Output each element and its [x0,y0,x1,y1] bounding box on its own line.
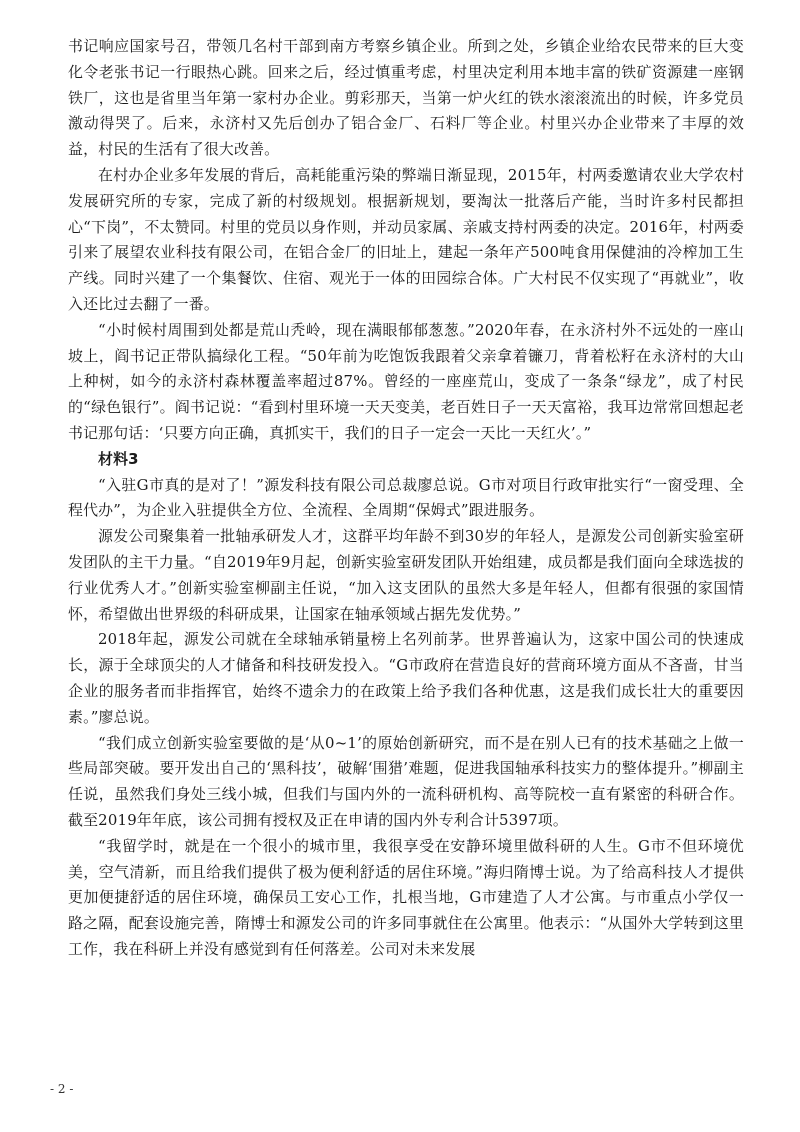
paragraph: “我留学时，就是在一个很小的城市里，我很享受在安静环境里做科研的人生。G市不但环境优美，空气清新，而且给我们提供了极为便利舒适的居住环境。”海归隋博士说。为了给高科技人才提供更加便捷舒适的居住环境，确保员工安心工作，扎根当地，G市建造了人才公寓。与市重点小学仅一路之隔，配套设施完善，隋博士和源发公司的许多同事就住在公寓里。他表示：“从国外大学转到这里工作，我在科研上并没有感觉到有任何落差。公司对未来发展 [68,836,744,958]
paragraph-continued: 书记响应国家号召，带领几名村干部到南方考察乡镇企业。所到之处，乡镇企业给农民带来的巨大变化令老张书记一行眼热心跳。回来之后，经过慎重考虑，村里决定利用本地丰富的铁矿资源建一座钢铁厂，这也是省里当年第一家村办企业。剪彩那天，当第一炉火红的铁水滚滚流出的时候，许多党员激动得哭了。后来，永济村又先后创办了铝合金厂、石料厂等企业。村里兴办企业带来了丰厚的效益，村民的生活有了很大改善。 [68,37,744,159]
paragraph: 源发公司聚集着一批轴承研发人才，这群平均年龄不到30岁的年轻人，是源发公司创新实验室研发团队的主干力量。“自2019年9月起，创新实验室研发团队开始组建，成员都是我们面向全球选拔的行业优秀人才。”创新实验室柳副主任说，“加入这支团队的虽然大多是年轻人，但都有很强的家国情怀，希望做出世界级的科研成果，让国家在轴承领域占据先发优势。” [68,527,744,623]
paragraph: “入驻G市真的是对了！”源发科技有限公司总裁廖总说。G市对项目行政审批实行“一窗受理、全程代办”，为企业入驻提供全方位、全流程、全周期“保姆式”跟进服务。 [68,475,744,520]
paragraph: “我们成立创新实验室要做的是‘从0~1’的原始创新研究，而不是在别人已有的技术基础之上做一些局部突破。要开发出自己的‘黑科技’，破解‘围猎’难题，促进我国轴承科技实力的整体提升。”柳副主任说，虽然我们身处三线小城，但我们与国内外的一流科研机构、高等院校一直有紧密的科研合作。截至2019年年底，该公司拥有授权及正在申请的国内外专利合计5397项。 [68,733,744,829]
page-number: - 2 - [50,1082,74,1096]
section-heading: 材料3 [98,449,139,468]
paragraph: “小时候村周围到处都是荒山秃岭，现在满眼郁郁葱葱。”2020年春，在永济村外不远处的一座山坡上，阎书记正带队搞绿化工程。“50年前为吃饱饭我跟着父亲拿着镰刀，背着松籽在永济村的大山上种树，如今的永济村森林覆盖率超过87%。曾经的一座座荒山，变成了一条条“绿龙”，成了村民的“绿色银行”。阎书记说：“看到村里环境一天天变美，老百姓日子一天天富裕，我耳边常常回想起老书记那句话：‘只要方向正确，真抓实干，我们的日子一定会一天比一天红火’。” [68,320,744,442]
document-page [68,34,744,1094]
paragraph: 2018年起，源发公司就在全球轴承销量榜上名列前茅。世界普遍认为，这家中国公司的快速成长，源于全球顶尖的人才储备和科技研发投入。“G市政府在营造良好的营商环境方面从不吝啬，甘当企业的服务者而非指挥官，始终不遗余力的在政策上给予我们各种优惠，这是我们成长壮大的重要因素。”廖总说。 [68,630,744,726]
paragraph: 在村办企业多年发展的背后，高耗能重污染的弊端日渐显现，2015年，村两委邀请农业大学农村发展研究所的专家，完成了新的村级规划。根据新规划，要淘汰一批落后产能，当时许多村民都担心“下岗”，不太赞同。村里的党员以身作则，并动员家属、亲戚支持村两委的决定。2016年，村两委引来了展望农业科技有限公司，在铝合金厂的旧址上，建起一条年产500吨食用保健油的冷榨加工生产线。同时兴建了一个集餐饮、住宿、观光于一体的田园综合体。广大村民不仅实现了“再就业”，收入还比过去翻了一番。 [68,165,744,313]
